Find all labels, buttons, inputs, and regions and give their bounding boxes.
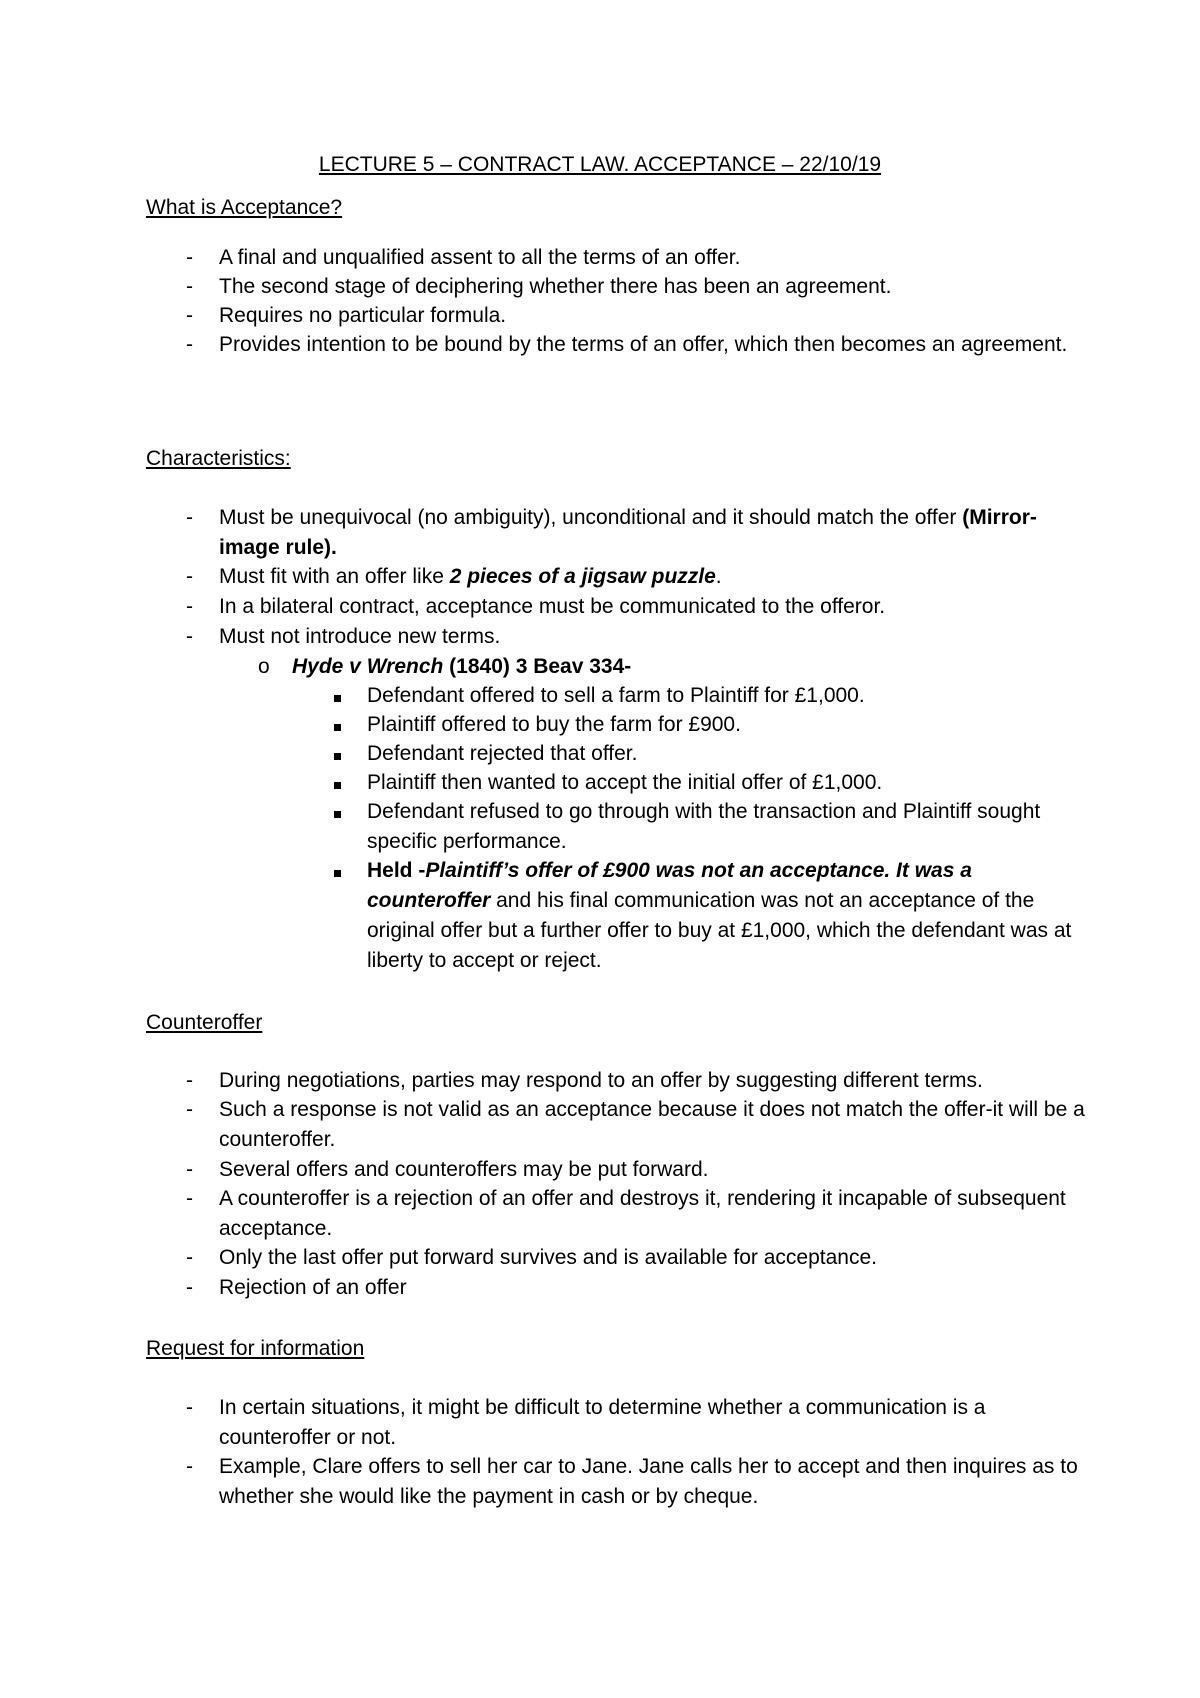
heading-what-is-acceptance: What is Acceptance? (146, 196, 343, 219)
dash-bullet: - (186, 1455, 193, 1478)
dash-bullet: - (186, 275, 193, 298)
case-name: Hyde v Wrench (292, 655, 444, 678)
list-item: - Only the last offer put forward survives and is available for acceptance. (186, 1243, 1086, 1273)
list-item: - Must be unequivocal (no ambiguity), unconditional and it should match the offer (Mirror-image rule). (186, 503, 1086, 563)
circle-bullet: o (258, 655, 270, 678)
dash-bullet: - (186, 1276, 193, 1299)
list-item: - During negotiations, parties may respond to an offer by suggesting different terms. (186, 1066, 1086, 1096)
heading-characteristics: Characteristics: (146, 447, 291, 470)
list-item: - A counteroffer is a rejection of an offer and destroys it, rendering it incapable of subsequent acceptance. (186, 1184, 1086, 1244)
mirror-image-rule: (Mirror-image rule). (219, 506, 1037, 559)
page-title: LECTURE 5 – CONTRACT LAW. ACCEPTANCE – 22/10/19 (318, 153, 882, 176)
list-item: - Requires no particular formula. (186, 301, 1086, 331)
list-item: - In a bilateral contract, acceptance must be communicated to the offeror. (186, 592, 1086, 622)
list-item: - Such a response is not valid as an acceptance because it does not match the offer-it will be a counteroffer. (186, 1095, 1086, 1155)
dash-bullet: - (186, 625, 193, 648)
case-held: Held -Plaintiff’s offer of £900 was not an acceptance. It was a counteroffer and his final communication was not an acceptance of the original offer but a further offer to buy at £1,000, which the defendant was at liberty to accept or reject. (334, 856, 1074, 976)
list-item: - A final and unqualified assent to all the terms of an offer. (186, 243, 1086, 273)
list-item: - Example, Clare offers to sell her car to Jane. Jane calls her to accept and then inquires as to whether she would like the payment in cash or by cheque. (186, 1452, 1086, 1512)
list-item: - The second stage of deciphering whether there has been an agreement. (186, 272, 1086, 302)
list-item: - Several offers and counteroffers may be put forward. (186, 1155, 1086, 1185)
square-bullet (334, 768, 341, 798)
dash-bullet: - (186, 506, 193, 529)
list-item: - Must fit with an offer like 2 pieces of a jigsaw puzzle. (186, 562, 1086, 592)
dash-bullet: - (186, 1187, 193, 1210)
square-bullet (334, 681, 341, 711)
dash-bullet: - (186, 333, 193, 356)
square-bullet (334, 710, 341, 740)
list-item: - Provides intention to be bound by the terms of an offer, which then becomes an agreement. (186, 330, 1086, 360)
dash-bullet: - (186, 304, 193, 327)
case-point: Defendant refused to go through with the transaction and Plaintiff sought specific performance. (334, 797, 1074, 857)
heading-request-for-information: Request for information (146, 1337, 365, 1360)
case-point: Defendant rejected that offer. (334, 739, 1074, 769)
list-item: - In certain situations, it might be difficult to determine whether a communication is a counteroffer or not. (186, 1393, 1086, 1453)
dash-bullet: - (186, 1069, 193, 1092)
square-bullet (334, 797, 341, 827)
held-label: Held - (367, 859, 426, 882)
case-citation: (1840) 3 Beav 334- (443, 655, 632, 678)
dash-bullet: - (186, 246, 193, 269)
dash-bullet: - (186, 565, 193, 588)
list-item: - Rejection of an offer (186, 1273, 1086, 1303)
square-bullet (334, 856, 341, 886)
heading-counteroffer: Counteroffer (146, 1011, 263, 1034)
case-item (258, 652, 1058, 682)
dash-bullet: - (186, 1246, 193, 1269)
dash-bullet: - (186, 1098, 193, 1121)
square-bullet (334, 739, 341, 769)
list-item: - Must not introduce new terms. (186, 622, 1086, 652)
case-point: Plaintiff then wanted to accept the initial offer of £1,000. (334, 768, 1074, 798)
case-point: Plaintiff offered to buy the farm for £900. (334, 710, 1074, 740)
dash-bullet: - (186, 595, 193, 618)
case-point: Defendant offered to sell a farm to Plaintiff for £1,000. (334, 681, 1074, 711)
dash-bullet: - (186, 1158, 193, 1181)
dash-bullet: - (186, 1396, 193, 1419)
